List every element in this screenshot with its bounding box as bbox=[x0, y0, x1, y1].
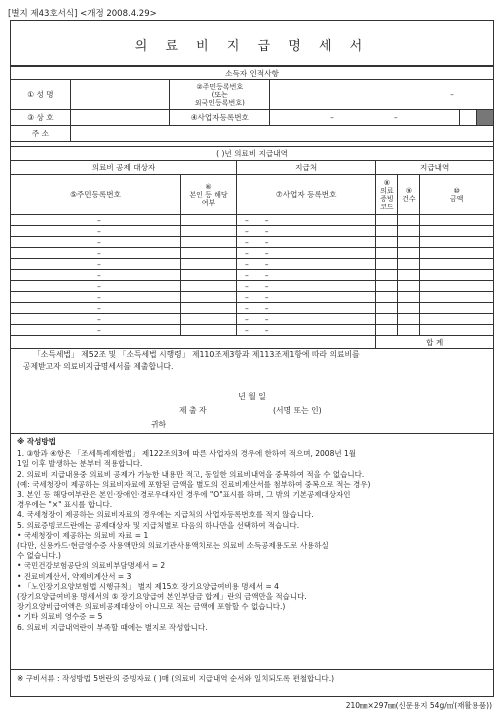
bizno-label: ④사업자등록번호 bbox=[170, 110, 270, 126]
row-evidence-code[interactable] bbox=[376, 303, 398, 314]
company-value[interactable] bbox=[70, 110, 170, 126]
personal-section-label: 소득자 인적사항 bbox=[11, 67, 494, 80]
row-bizno-separator: – bbox=[245, 314, 249, 324]
instructions bbox=[17, 437, 487, 633]
row-bizno-separator: – bbox=[264, 259, 269, 269]
attachment-divider bbox=[11, 669, 493, 670]
row-amount[interactable] bbox=[420, 292, 494, 303]
row-rrn-separator: – bbox=[97, 237, 101, 247]
row-evidence-code[interactable] bbox=[376, 237, 398, 248]
paper-spec: 210㎜×297㎜(신문용지 54g/㎡(재활용품)) bbox=[345, 701, 492, 710]
date-line: 년 월 일 bbox=[238, 392, 266, 401]
table-row bbox=[11, 314, 494, 325]
row-self-check[interactable] bbox=[181, 248, 237, 259]
row-rrn[interactable] bbox=[11, 248, 181, 259]
instruction-line: 수 없습니다.) bbox=[17, 551, 61, 561]
instruction-line: 경우에는 "×" 표시를 합니다. bbox=[17, 500, 113, 510]
total-label-spacer bbox=[11, 336, 376, 349]
instruction-line: • 기타 의료비 영수증 = 5 bbox=[17, 612, 103, 622]
row-bizno-separator: – bbox=[245, 270, 249, 280]
row-evidence-code[interactable] bbox=[376, 259, 398, 270]
group-payment: 지급내역 bbox=[376, 161, 494, 175]
rrn-label: ②주민등록번호 (또는 외국인등록번호) bbox=[170, 80, 270, 110]
row-bizno-separator: – bbox=[264, 248, 269, 258]
row-amount[interactable] bbox=[420, 281, 494, 292]
row-bizno-separator: – bbox=[264, 303, 269, 313]
row-count[interactable] bbox=[398, 259, 420, 270]
table-row bbox=[11, 303, 494, 314]
signature-label: (서명 또는 인) bbox=[273, 406, 322, 415]
row-rrn[interactable] bbox=[11, 215, 181, 226]
addressee: 귀하 bbox=[151, 420, 167, 429]
row-rrn[interactable] bbox=[11, 314, 181, 325]
row-evidence-code[interactable] bbox=[376, 248, 398, 259]
row-rrn[interactable] bbox=[11, 303, 181, 314]
row-count[interactable] bbox=[398, 270, 420, 281]
row-self-check[interactable] bbox=[181, 215, 237, 226]
row-bizno-separator: – bbox=[245, 215, 249, 225]
row-bizno-separator: – bbox=[264, 270, 269, 280]
table-row bbox=[11, 237, 494, 248]
col-evidence-code: ⑧ 의료 증빙 코드 bbox=[376, 175, 398, 215]
declaration-block bbox=[11, 349, 493, 373]
row-self-check[interactable] bbox=[181, 259, 237, 270]
instruction-line: (장기요양급여비용 명세서의 ⑤ 장기요양급여 본인부담금 합계」란의 금액만을 적습니다. bbox=[17, 592, 307, 602]
row-count[interactable] bbox=[398, 215, 420, 226]
row-bizno-separator: – bbox=[245, 303, 249, 313]
row-rrn[interactable] bbox=[11, 270, 181, 281]
medical-expense-form bbox=[10, 20, 494, 697]
row-bizno-separator: – bbox=[245, 226, 249, 236]
table-row bbox=[11, 259, 494, 270]
rrn-value[interactable] bbox=[270, 80, 494, 110]
row-bizno-separator: – bbox=[264, 314, 269, 324]
row-bizno[interactable] bbox=[237, 215, 376, 226]
row-count[interactable] bbox=[398, 248, 420, 259]
row-self-check[interactable] bbox=[181, 303, 237, 314]
address-value[interactable] bbox=[70, 126, 493, 142]
bizno-value[interactable] bbox=[270, 110, 460, 126]
row-rrn-separator: – bbox=[97, 215, 101, 225]
row-bizno-separator: – bbox=[245, 259, 249, 269]
instruction-lines bbox=[17, 449, 487, 633]
attachment-note: ※ 구비서류 : 작성방법 5번란의 증빙자료 ( )매 (의료비 지급내역 순서와 일치되도록 편철합니다.) bbox=[17, 674, 335, 683]
row-bizno[interactable] bbox=[237, 292, 376, 303]
row-count[interactable] bbox=[398, 281, 420, 292]
row-amount[interactable] bbox=[420, 303, 494, 314]
instruction-line: 2. 의료비 지급내용중 의료비 공제가 가능한 내용만 적고, 동일한 의료비내역을 중복하여 적을 수 없습니다. bbox=[17, 469, 365, 479]
col-rrn: ⑤주민등록번호 bbox=[11, 175, 181, 215]
table-row bbox=[11, 248, 494, 259]
instruction-line: (예: 국세청장이 제공하는 의료비자료에 포함된 금액을 별도의 진료비계산서를 첨부하여 중복으로 적는 경우) bbox=[17, 479, 371, 489]
row-amount[interactable] bbox=[420, 248, 494, 259]
row-amount[interactable] bbox=[420, 270, 494, 281]
personal-info-table bbox=[10, 66, 494, 142]
row-evidence-code[interactable] bbox=[376, 281, 398, 292]
row-bizno-separator: – bbox=[245, 325, 249, 335]
expense-details-table bbox=[10, 146, 494, 349]
row-rrn-separator: – bbox=[97, 303, 101, 313]
row-amount[interactable] bbox=[420, 314, 494, 325]
row-self-check[interactable] bbox=[181, 292, 237, 303]
name-label: ① 성 명 bbox=[11, 80, 71, 110]
row-bizno-separator: – bbox=[264, 281, 269, 291]
row-rrn-separator: – bbox=[97, 259, 101, 269]
row-bizno-separator: – bbox=[245, 292, 249, 302]
row-rrn[interactable] bbox=[11, 325, 181, 336]
row-amount[interactable] bbox=[420, 259, 494, 270]
row-bizno[interactable] bbox=[237, 226, 376, 237]
row-rrn-separator: – bbox=[97, 248, 101, 258]
row-rrn[interactable] bbox=[11, 226, 181, 237]
instruction-line: • 진료비계산서, 약제비계산서 = 3 bbox=[17, 571, 132, 581]
row-bizno[interactable] bbox=[237, 325, 376, 336]
row-rrn-separator: – bbox=[97, 281, 101, 291]
declaration-line-2: 공제받고자 의료비지급명세서를 제출합니다. bbox=[23, 362, 174, 371]
form-number-note: [별지 제43호서식] <개정 2008.4.29> bbox=[8, 9, 157, 19]
company-label: ③ 상 호 bbox=[11, 110, 71, 126]
form-title: 의 료 비 지 급 명 세 서 bbox=[134, 39, 370, 54]
row-bizno-separator: – bbox=[264, 325, 269, 335]
notes-divider bbox=[11, 433, 493, 434]
col-bizno: ⑦사업자 등록번호 bbox=[237, 175, 376, 215]
instruction-line: • 국민건강보험공단의 의료비부담명세서 = 2 bbox=[17, 561, 166, 571]
address-label: 주 소 bbox=[11, 126, 71, 142]
row-rrn[interactable] bbox=[11, 237, 181, 248]
row-rrn[interactable] bbox=[11, 281, 181, 292]
table-row bbox=[11, 281, 494, 292]
row-amount[interactable] bbox=[420, 237, 494, 248]
instruction-line: 5. 의료증빙코드란에는 공제대상자 및 지급처별로 다음의 하나만을 선택하여 적습니다. bbox=[17, 520, 300, 530]
row-amount[interactable] bbox=[420, 215, 494, 226]
submitter-label: 제 출 자 bbox=[179, 406, 207, 415]
row-bizno[interactable] bbox=[237, 314, 376, 325]
row-bizno[interactable] bbox=[237, 248, 376, 259]
row-count[interactable] bbox=[398, 292, 420, 303]
name-value[interactable] bbox=[70, 80, 170, 110]
row-evidence-code[interactable] bbox=[376, 215, 398, 226]
declaration-line-1: 「소득세법」 제52조 및 「소득세법 시행령」 제110조제3항과 제113조제1항에 따라 의료비를 bbox=[33, 350, 360, 359]
row-rrn-separator: – bbox=[97, 226, 101, 236]
rrn-separator: – bbox=[450, 90, 454, 99]
row-bizno[interactable] bbox=[237, 259, 376, 270]
row-bizno[interactable] bbox=[237, 303, 376, 314]
row-bizno-separator: – bbox=[245, 281, 249, 291]
instruction-line: 4. 국세청장이 제공하는 의료비자료의 경우에는 지급처의 사업자등록번호를 적지 않습니다. bbox=[17, 510, 314, 520]
row-self-check[interactable] bbox=[181, 325, 237, 336]
table-row bbox=[11, 292, 494, 303]
row-bizno[interactable] bbox=[237, 281, 376, 292]
group-beneficiary: 의료비 공제 대상자 bbox=[11, 161, 237, 175]
instruction-line: • 「노인장기요양보험법 시행규칙」 별지 제15호 장기요양급여비용 명세서 = 4 bbox=[17, 581, 279, 591]
instruction-line: 장기요양비급여액은 의료비공제대상이 아니므로 적는 금액에 포함할 수 없습니다.) bbox=[17, 602, 286, 612]
col-amount: ⑩ 금액 bbox=[420, 175, 494, 215]
row-evidence-code[interactable] bbox=[376, 325, 398, 336]
bizno-separator-2: – bbox=[393, 113, 398, 122]
instructions-heading: ※ 작성방법 bbox=[17, 437, 56, 446]
instruction-line: 1. ③항과 ④항은 「조세특례제한법」 제122조의3에 따른 사업자의 경우에 한하여 적으며, 2008년 1월 bbox=[17, 449, 356, 459]
row-self-check[interactable] bbox=[181, 270, 237, 281]
table-row bbox=[11, 226, 494, 237]
row-rrn-separator: – bbox=[97, 314, 101, 324]
row-count[interactable] bbox=[398, 314, 420, 325]
instruction-line: • 국세청장이 제공하는 의료비 자료 = 1 bbox=[17, 530, 149, 540]
row-self-check[interactable] bbox=[181, 226, 237, 237]
row-bizno-separator: – bbox=[264, 215, 269, 225]
row-bizno-separator: – bbox=[245, 237, 249, 247]
bizno-separator-1: – bbox=[330, 113, 334, 122]
row-rrn-separator: – bbox=[97, 292, 101, 302]
row-count[interactable] bbox=[398, 237, 420, 248]
row-bizno[interactable] bbox=[237, 237, 376, 248]
row-bizno-separator: – bbox=[264, 292, 269, 302]
table-row bbox=[11, 215, 494, 226]
total-label: 합 계 bbox=[376, 336, 494, 349]
row-self-check[interactable] bbox=[181, 314, 237, 325]
group-payee: 지급처 bbox=[237, 161, 376, 175]
row-count[interactable] bbox=[398, 303, 420, 314]
bizno-check-cell bbox=[460, 110, 477, 126]
table-row bbox=[11, 325, 494, 336]
row-amount[interactable] bbox=[420, 226, 494, 237]
table-row bbox=[11, 270, 494, 281]
row-self-check[interactable] bbox=[181, 281, 237, 292]
shaded-cell bbox=[476, 110, 493, 126]
row-bizno-separator: – bbox=[264, 237, 269, 247]
instruction-line: 6. 의료비 지급내역란이 부족할 때에는 별지로 작성합니다. bbox=[17, 622, 208, 632]
row-bizno-separator: – bbox=[245, 248, 249, 258]
row-evidence-code[interactable] bbox=[376, 292, 398, 303]
row-rrn[interactable] bbox=[11, 259, 181, 270]
row-self-check[interactable] bbox=[181, 237, 237, 248]
year-title: ( )년 의료비 지급내역 bbox=[11, 147, 494, 161]
row-count[interactable] bbox=[398, 226, 420, 237]
row-rrn-separator: – bbox=[97, 325, 101, 335]
row-rrn-separator: – bbox=[97, 270, 101, 280]
instruction-line: 1일 이후 발생하는 분부터 적용합니다. bbox=[17, 459, 143, 469]
row-bizno-separator: – bbox=[264, 226, 269, 236]
row-bizno[interactable] bbox=[237, 270, 376, 281]
col-self-check: ⑥ 본인 등 해당 여부 bbox=[181, 175, 237, 215]
col-count: ⑨ 건수 bbox=[398, 175, 420, 215]
row-count[interactable] bbox=[398, 325, 420, 336]
instruction-line: 3. 본인 등 해당여부란은 본인·장애인·경로우대자인 경우에 "O"표시를 하며, 그 밖의 기본공제대상자인 bbox=[17, 490, 351, 500]
row-evidence-code[interactable] bbox=[376, 314, 398, 325]
row-amount[interactable] bbox=[420, 325, 494, 336]
detail-rows bbox=[11, 215, 494, 336]
row-evidence-code[interactable] bbox=[376, 226, 398, 237]
row-evidence-code[interactable] bbox=[376, 270, 398, 281]
instruction-line: (다만, 신용카드·현금영수증 사용액만의 의료기관사용액치로는 의료비 소득공제용도로 사용하실 bbox=[17, 541, 329, 551]
row-rrn[interactable] bbox=[11, 292, 181, 303]
